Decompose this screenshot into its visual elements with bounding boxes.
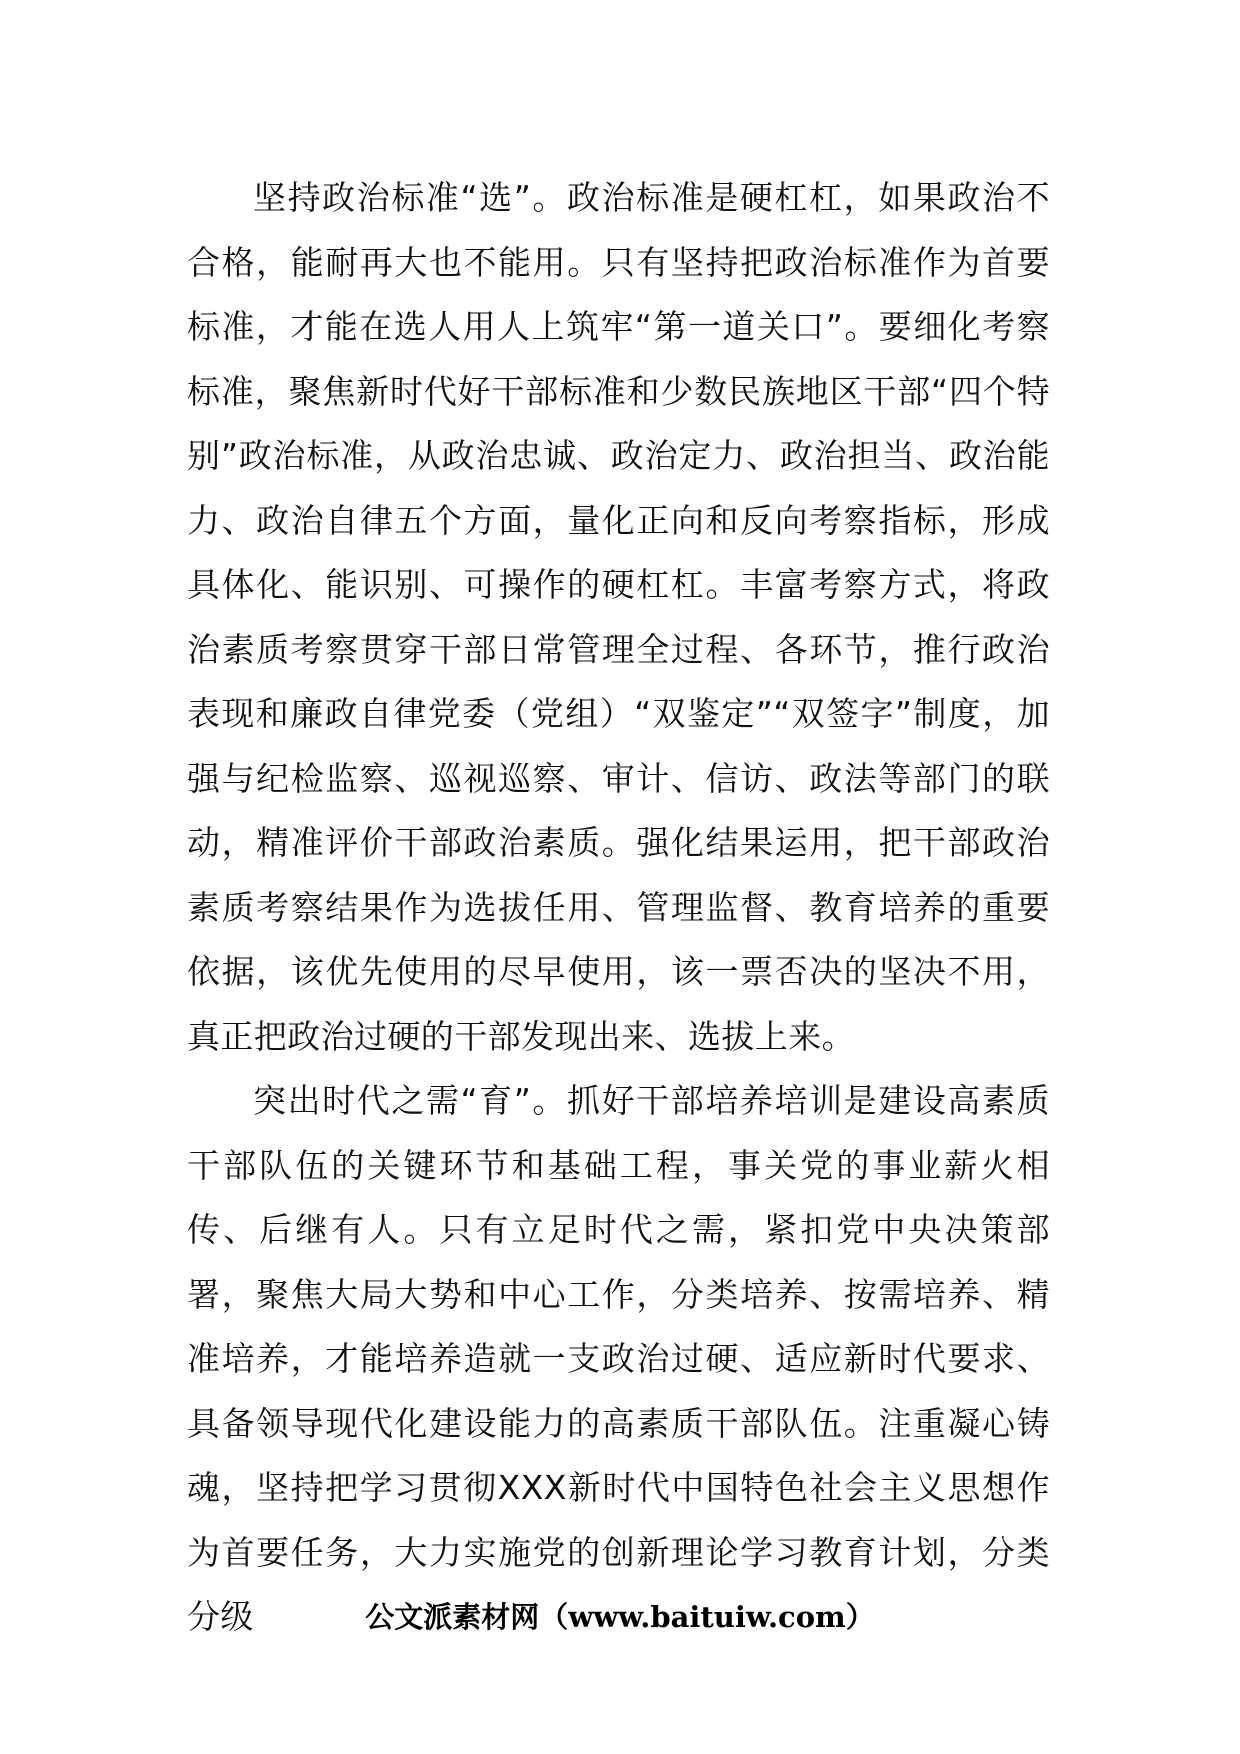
paragraph-political-standard: 坚持政治标准“选”。政治标准是硬杠杠，如果政治不合格，能耐再大也不能用。只有坚持把政治标准作为首要标准，才能在选人用人上筑牢“第一道关口”。要细化考察标准，聚焦新时代好干部标准和少数民族地区干部“四个特别”政治标准，从政治忠诚、政治定力、政治担当、政治能力、政治自律五个方面，量化正向和反向考察指标，形成具体化、能识别、可操作的硬杠杠。丰富考察方式，将政治素质考察贯穿干部日常管理全过程、各环节，推行政治表现和廉政自律党委（党组）“双鉴定”“双签字”制度，加强与纪检监察、巡视巡察、审计、信访、政法等部门的联动，精准评价干部政治素质。强化结果运用，把干部政治素质考察结果作为选拔任用、管理监督、教育培养的重要依据，该优先使用的尽早使用，该一票否决的坚决不用，真正把政治过硬的干部发现出来、选拔上来。 xyxy=(187,178,1050,1056)
document-body xyxy=(187,166,1050,1650)
paragraph-era-needs: 突出时代之需“育”。抓好干部培养培训是建设高素质干部队伍的关键环节和基础工程，事关党的事业薪火相传、后继有人。只有立足时代之需，紧扣党中央决策部署，聚焦大局大势和中心工作，分类培养、按需培养、精准培养，才能培养造就一支政治过硬、适应新时代要求、具备领导现代化建设能力的高素质干部队伍。注重凝心铸魂，坚持把学习贯彻XXX新时代中国特色社会主义思想作为首要任务，大力实施党的创新理论学习教育计划，分类分级 xyxy=(187,1081,1050,1636)
footer-watermark-text: 公文派素材网（www.baituiw.com） xyxy=(365,1600,875,1634)
